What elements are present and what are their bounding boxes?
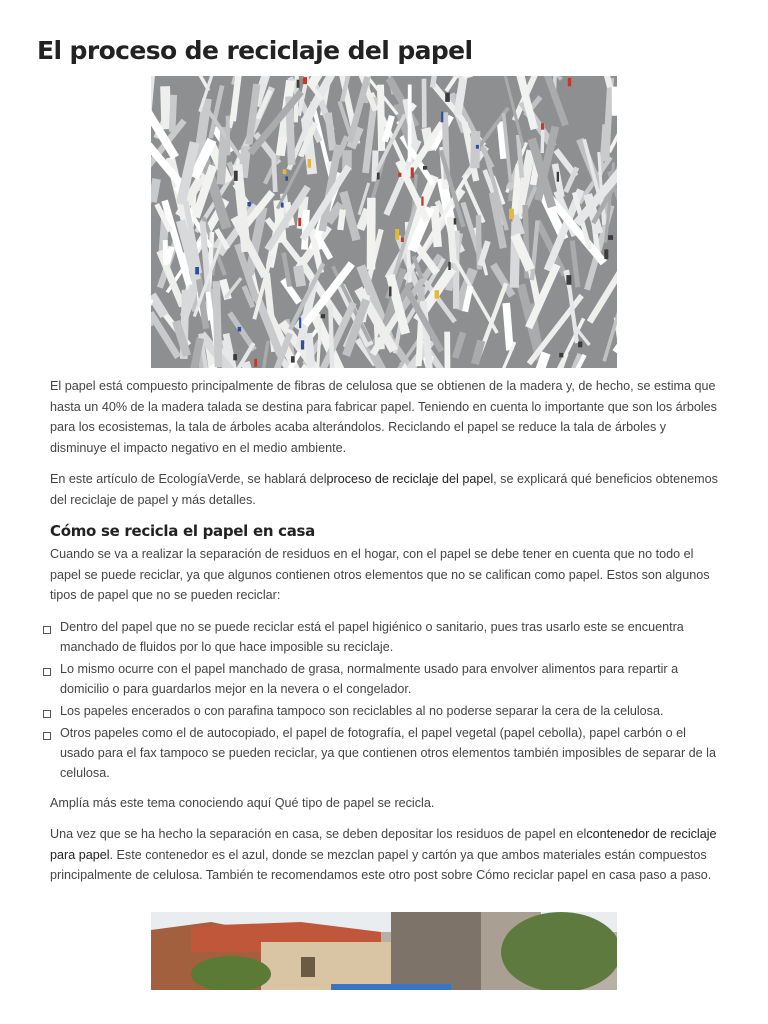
non-recyclable-list — [40, 617, 722, 783]
list-item: Los papeles encerados o con parafina tampoco son reciclables al no poderse separar la cera de la celulosa. — [40, 701, 722, 721]
intro-paragraph: El papel está compuesto principalmente de fibras de celulosa que se obtienen de la madera y, de hecho, se estima que hasta un 40% de la madera talada se destina para fabricar papel. Teniendo en cuenta lo importante que son los árboles para los ecosistemas, la tala de árboles acaba alterándolos. Reciclando el papel se reduce la tala de árboles y disminuye el impacto negativo en el medio ambiente. — [50, 379, 717, 455]
page-title: El proceso de reciclaje del papel — [37, 36, 473, 65]
section-intro-paragraph: Cuando se va a realizar la separación de residuos en el hogar, con el papel se debe tener en cuenta que no todo el papel se puede reciclar, ya que algunos contienen otros elementos que no se califican como papel. Estos son algunos tipos de papel que no se pueden reciclar: — [50, 547, 710, 602]
section-heading: Cómo se recicla el papel en casa — [50, 522, 315, 540]
article-summary-paragraph: En este artículo de EcologíaVerde, se hablará delproceso de reciclaje del papel, se explicará qué beneficios obtenemos del reciclaje de papel y más detalles. — [50, 472, 718, 507]
list-item: Lo mismo ocurre con el papel manchado de grasa, normalmente usado para envolver alimentos para repartir a domicilio o para guardarlos mejor en la nevera o el congelador. — [40, 659, 722, 699]
more-info-paragraph: Amplía más este tema conociendo aquí Qué tipo de papel se recicla. — [50, 795, 435, 810]
container-paragraph: Una vez que se ha hecho la separación en casa, se deben depositar los residuos de papel en elcontenedor de reciclaje para papel. Este contenedor es el azul, donde se mezclan papel y cartón ya que ambos materiales están compuestos principalmente de celulosa. También te recomendamos este otro post sobre Cómo reciclar papel en casa paso a paso. — [50, 827, 717, 882]
recycling-process-link[interactable]: proceso de reciclaje del papel — [326, 472, 494, 486]
shredded-paper-image — [151, 76, 617, 368]
list-item: Dentro del papel que no se puede reciclar está el papel higiénico o sanitario, pues tras usarlo este se encuentra manchado de fluidos por lo que hace imposible su reciclaje. — [40, 617, 722, 657]
checkbox-bullet-icon — [43, 732, 51, 740]
houses-container-image — [151, 912, 617, 990]
checkbox-bullet-icon — [43, 626, 51, 634]
checkbox-bullet-icon — [43, 710, 51, 718]
checkbox-bullet-icon — [43, 668, 51, 676]
list-item: Otros papeles como el de autocopiado, el papel de fotografía, el papel vegetal (papel cebolla), papel carbón o el usado para el fax tampoco se pueden reciclar, ya que contienen otros elementos también imposibles de separar de la celulosa. — [40, 723, 722, 783]
paper-container-link[interactable]: contenedor de reciclaje para papel — [50, 827, 717, 862]
article-body — [50, 376, 722, 897]
